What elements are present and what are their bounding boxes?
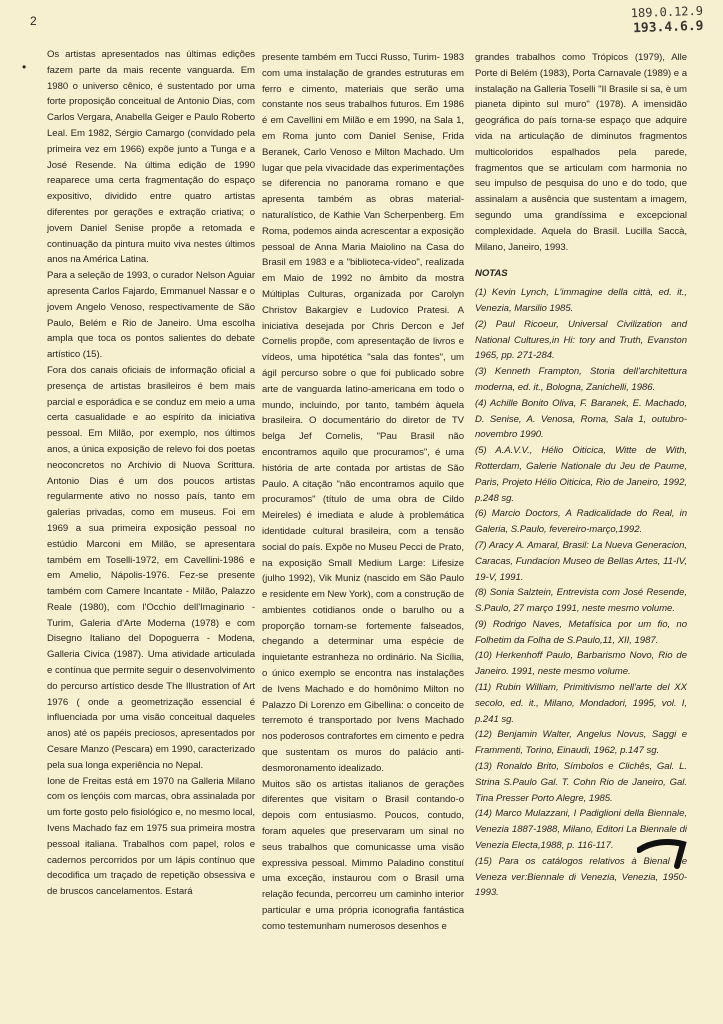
note-item: (7) Aracy A. Amaral, Brasil: La Nueva Generacion, Caracas, Fundacion Museo de Bellas Artes, 11-IV, 19-V, 1991. — [475, 539, 687, 583]
paragraph: Ione de Freitas está em 1970 na Galleria Milano com os lençóis com marcas, obra assinalada por um forte gosto pelo fisiológico e, no mesmo local, Ivens Machado faz em 1975 sua primeira mostra pessoal italiana. Trabalhos com papel, rolos e cadernos percorridos por um lápis contínuo que decodifica um traçado de repetição obsessiva e de bruscos cancelamentos. Estará — [47, 775, 255, 898]
margin-bullet-mark: • — [22, 60, 27, 74]
note-item: (11) Rubin William, Primitivismo nell'arte del XX secolo, ed. it., Milano, Mondadori, 1995, vol. I, p.241 sg. — [475, 682, 687, 725]
paragraph: Para a seleção de 1993, o curador Nelson Aguiar apresenta Carlos Fajardo, Emmanuel Nassar e o jovem Angelo Venoso, respectivamente de São Paulo, Belém e Rio de Janeiro. Uma escolha ampla que toca os pontos salientes do debate artístico (15). — [47, 270, 255, 361]
note-item: (4) Achille Bonito Oliva, F. Baranek, E. Machado, D. Senise, A. Venosa, Roma, Sala 1, outubro-novembro 1990. — [475, 397, 687, 441]
note-item: (15) Para os catálogos relativos à Bienal de Veneza ver:Biennale di Venezia, Venezia, 1950-1993. — [475, 855, 687, 899]
note-item: (2) Paul Ricoeur, Universal Civilization and National Cultures,in Hi: tory and Truth, Evanston 1965, pp. 271-284. — [475, 318, 687, 362]
note-item: (12) Benjamin Walter, Angelus Novus, Saggi e Frammenti, Torino, Einaudi, 1962, p.147 sg. — [475, 729, 687, 757]
notes-heading: NOTAS — [475, 268, 508, 280]
text-column-3 — [475, 50, 687, 901]
note-item: (1) Kevin Lynch, L'immagine della città, ed. it., Venezia, Marsilio 1985. — [475, 287, 687, 314]
paragraph: grandes trabalhos como Trópicos (1979), Alle Porte di Belém (1983), Porta Carnavale (1989) e a instalação na Galleria Toselli "Il Brasile si sa, è um pianeta dipinto sul muro" (1978). A imensidão geográfica do país torna-se espaço que adquire vida na articulação de diminutos fragmentos multicoloridos espalhados pela parede, fragmentos que se articulam com harmonia no seu impulso de pesquisa do uno e do todo, que assinalam a ausência que sustentam a imagem, segundo uma grandíssima e excepcional complexidade. Aquela do Brasil. Lucilla Saccà, Milano, Janeiro, 1993. — [475, 52, 687, 253]
paragraph: Muitos são os artistas italianos de gerações diferentes que visitam o Brasil contando-o depois com entusiasmo. Poucos, contudo, foram aqueles que preservaram um sinal no seus trabalhos que comunicasse uma visão expressiva pessoal. Mimmo Paladino constituí uma exceção, instaurou com o Brasil uma relação fecunda, percorreu um caminho interior particular e uma própria iconografia fantástica como testemunham numerosos desenhos e — [262, 778, 464, 932]
note-item: (10) Herkenhoff Paulo, Barbarismo Novo, Rio de Janeiro. 1991, neste mesmo volume. — [475, 650, 687, 678]
note-item: (9) Rodrigo Naves, Metafísica por um fio, no Folhetim da Folha de S.Paulo,11, XII, 1987. — [475, 618, 687, 646]
handwritten-annotations — [630, 3, 703, 38]
note-item: (3) Kenneth Frampton, Storia dell'architettura moderna, ed. it., Bologna, Zanichelli, 1986. — [475, 366, 687, 393]
handwritten-annotation-1: 189.0.12.9 — [630, 3, 703, 21]
handwritten-annotation-2: 193.4.6.9 — [632, 18, 704, 37]
page-number-mark: 2 — [30, 14, 37, 28]
note-item: (8) Sonia Salztein, Entrevista com José Resende, S.Paulo, 27 março 1991, neste mesmo volume. — [475, 587, 687, 615]
paragraph: Fora dos canais oficiais de informação oficial a presença de artistas brasileiros é bem mais parcial e esporádica e se conduz em meio a uma certa casualidade e ao espírito da iniciativa pessoal. Em Milão, por exemplo, nos últimos anos, a única exposição de relevo foi dos poetas neoconcretos no Archivio di Nuova Scrittura. Antonio Dias é um dos poucos artistas regularmente ativo no nosso país, tanto em galerias privadas, como em museus. Foi em 1969 a sua primeira exposição pessoal no estúdio Marconi em Milão, se apresentara também em Toselli-1972, em Cavellini-1986 e em Amelio, Nápolis-1976. Fez-se presente também com Camere Incantate - Milão, Palazzo Reale (1980), com l'Occhio dell'Imaginario - Turim, Galeria d'Arte Moderna (1978) e com Disegno Italiano del Dopoguerra - Modena, Galleria Civica (1987). Uma atividade articulada e contínua que permite seguir o desenvolvimento do percurso artístico desde The Illustration of Art 1976 ( onde a geometrização essencial é influenciada por uma visão conceitual daqueles anos) até os papéis preciosos, apresentados por Cesare Manzo (Pescara) em 1990, caracterizado pela sua longa experiência no Nepal. — [47, 364, 255, 771]
note-item: (13) Ronaldo Brito, Símbolos e Clichês, Gal. L. Strina S.Paulo Gal. T. Cohn Rio de Janeiro, Gal. Tina Presser Porto Alegre, 1985. — [475, 761, 687, 804]
note-item: (14) Marco Mulazzani, I Padiglioni della Biennale, Venezia 1887-1988, Milano, Editori La Biennale di Venezia Electa,1988, p. 116-117. — [475, 808, 687, 852]
text-column-2 — [262, 50, 464, 935]
paragraph: Os artistas apresentados nas últimas edições fazem parte da mais recente vanguarda. Em 1980 o universo cênico, é sustentado por uma forte proposição conceitual de Antonio Dias, com Carlos Vergara, Anabella Geiger e Paulo Roberto Leal. Em 1982, Sérgio Camargo (convidado pela primeira vez em 1966) expõe junto a Tunga e a José Resende. Na última edição de 1990 reaparece uma certa fragmentação do espaço expositivo, dividido entre quatro artistas diferentes por gerações e extração criativa; o jovem Daniel Senise propõe a retomada e continuação da pintura muito viva nestes últimos anos na América Latina. — [47, 49, 255, 266]
paragraph: presente também em Tucci Russo, Turim- 1983 com uma instalação de grandes estruturas em ferro e cimento, materiais que serão uma constante nos seus trabalhos futuros. Em 1986 é em Cavellini em Milão e em 1990, na Sala 1, em Roma junto com Daniel Senise, Frida Beranek, Carlo Venoso e Milton Machado. Um lugar que pela vivacidade das experimentações se diferencia no panorama romano e que apresenta também as obras material-naturalístico, de Kathie Van Scherpenberg. Em Roma, podemos ainda acrescentar a exposição pessoal de Anna Maria Maiolino na Casa do Brasil em 1983 e a "biblioteca-vídeo", realizada em Maio de 1992 no âmbito da mostra Múltiplas Culturas, organizada por Carolyn Christov Bakargiev e Ludovico Pratesi. A iniciativa desejada por Chris Dercon e Jef Cornelis propõe, com apresentação de livros e vídeos, uma hipotética "sala das fontes", um ágil percurso sobre o que foi publicado sobre arte de vanguarda latino-americana em todo o mundo, incluindo, por tanto, também àquela brasileira. O documentário do diretor de TV belga Jef Cornelis, "Pau Brasil não encontramos aquilo que procuramos", é uma história de arte contada por artistas de São Paulo. A citação "não encontramos aquilo que procuramos" (título de uma obra de Cildo Meireles) é imediata e alude à problemática identidade cultural brasileira, com a tensão social do país. Expõe no Museu Pecci de Prato, na exposição Small Medium Large: Lifesize (julho 1992), Vik Muniz (nascido em São Paulo e residente em New York), com a construção de ambientes cotidianos onde o barulho ou a proporção tornam-se fortemente falseados, chegando a determinar uma espécie de inquietante estranheza no ordinário. Na Sicília, o único exemplo se encontra nas instalações de Ivens Machado e do homônimo Milton no Palazzo Di Lorenzo em Gibellina: o conceito de terremoto é transportado por Ivens Machado nos poderosos contrafortes em cimento e pedra que sustentam os muros do palácio anti-desmoronamento idealizado. — [262, 52, 464, 774]
text-column-1 — [47, 47, 255, 900]
note-item: (5) A.A.V.V., Hélio Oiticica, Witte de With, Rotterdam, Galerie Nationale du Jeu de Paume, Paris, Projeto Hélio Oiticica, Rio de Janeiro, 1992, p.248 sg. — [475, 445, 687, 504]
pen-mark-icon — [637, 836, 697, 876]
note-item: (6) Marcio Doctors, A Radicalidade do Real, in Galeria, S.Paulo, fevereiro-março,1992. — [475, 508, 687, 536]
